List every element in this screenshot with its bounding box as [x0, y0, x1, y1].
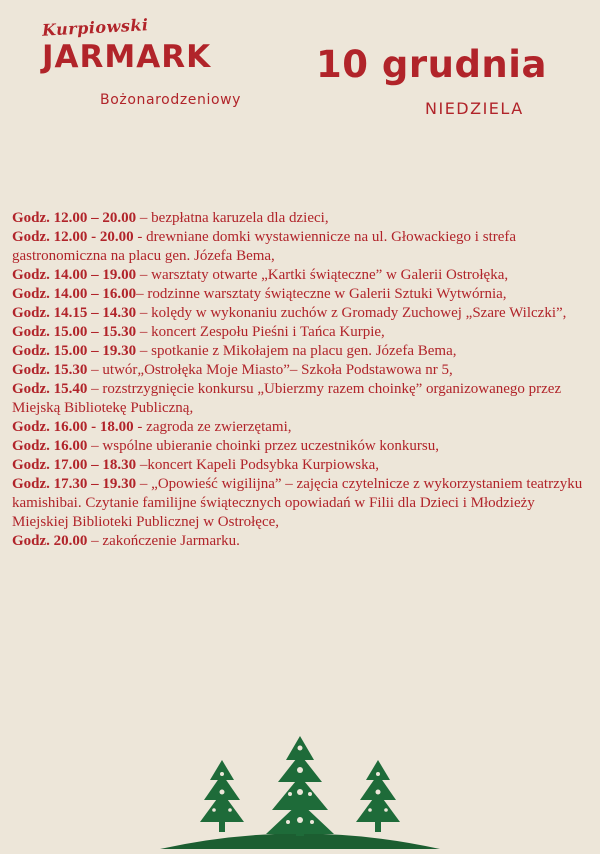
schedule-item	[12, 209, 592, 228]
schedule-item	[12, 285, 592, 304]
schedule-item	[12, 342, 592, 361]
schedule-item	[12, 380, 592, 418]
schedule-time: Godz. 15.00 – 19.30	[12, 343, 137, 359]
schedule-item	[12, 437, 592, 456]
schedule-list	[12, 209, 592, 551]
schedule-time: Godz. 12.00 – 20.00	[12, 210, 137, 226]
schedule-text: – kolędy w wykonaniu zuchów z Gromady Zuchowej „Szare Wilczki”,	[136, 305, 567, 321]
schedule-time: Godz. 12.00 - 20.00	[12, 229, 134, 245]
schedule-text: - zagroda ze zwierzętami,	[133, 419, 292, 435]
schedule-time: Godz. 16.00	[12, 438, 88, 454]
schedule-text: – bezpłatna karuzela dla dzieci,	[136, 210, 329, 226]
schedule-text: – rodzinne warsztaty świąteczne w Galerii Sztuki Wytwórnia,	[136, 286, 507, 302]
event-logo	[42, 16, 282, 116]
schedule-text: – rozstrzygnięcie konkursu „Ubierzmy razem choinkę” organizowanego przez Miejską Bibliotekę Publiczną,	[12, 381, 562, 416]
schedule-text: –koncert Kapeli Podsybka Kurpiowska,	[136, 457, 380, 473]
schedule-item	[12, 228, 592, 266]
event-date: 10 grudnia	[316, 43, 547, 86]
schedule-item	[12, 418, 592, 437]
schedule-time: Godz. 15.30	[12, 362, 88, 378]
schedule-item	[12, 361, 592, 380]
logo-script-title: Kurpiowski	[41, 15, 149, 40]
schedule-text: – spotkanie z Mikołajem na placu gen. Józefa Bema,	[136, 343, 457, 359]
schedule-item	[12, 456, 592, 475]
schedule-text: – warsztaty otwarte „Kartki świąteczne” w Galerii Ostrołęka,	[136, 267, 509, 283]
schedule-time: Godz. 14.15 – 14.30	[12, 305, 137, 321]
schedule-item	[12, 532, 592, 551]
schedule-text: – wspólne ubieranie choinki przez uczestników konkursu,	[87, 438, 439, 454]
schedule-text: – „Opowieść wigilijna” – zajęcia czytelnicze z wykorzystaniem teatrzyku kamishibai. Czytanie familijne świątecznych opowiadań w Filii dla Dzieci i Młodzieży Miejskiej Biblioteki Publicznej w Ostrołęce,	[12, 476, 583, 530]
schedule-item	[12, 323, 592, 342]
schedule-time: Godz. 16.00 - 18.00	[12, 419, 134, 435]
schedule-time: Godz. 15.40	[12, 381, 88, 397]
schedule-text: – utwór„Ostrołęka Moje Miasto”– Szkoła Podstawowa nr 5,	[87, 362, 453, 378]
logo-main-title: JARMARK	[42, 39, 212, 75]
logo-subtitle: Bożonarodzeniowy	[100, 92, 242, 108]
schedule-time: Godz. 15.00 – 15.30	[12, 324, 137, 340]
event-weekday: NIEDZIELA	[425, 99, 524, 118]
schedule-item	[12, 266, 592, 285]
schedule-item	[12, 475, 592, 532]
schedule-time: Godz. 17.30 – 19.30	[12, 476, 137, 492]
schedule-text: – koncert Zespołu Pieśni i Tańca Kurpie,	[136, 324, 385, 340]
schedule-time: Godz. 17.00 – 18.30	[12, 457, 137, 473]
schedule-item	[12, 304, 592, 323]
schedule-time: Godz. 20.00	[12, 533, 88, 549]
schedule-text: - drewniane domki wystawiennicze na ul. Głowackiego i strefa gastronomiczna na placu gen. Józefa Bema,	[12, 229, 517, 264]
schedule-time: Godz. 14.00 – 16.00	[12, 286, 137, 302]
folk-christmas-trees-icon	[160, 730, 440, 849]
schedule-time: Godz. 14.00 – 19.00	[12, 267, 137, 283]
schedule-text: – zakończenie Jarmarku.	[87, 533, 240, 549]
